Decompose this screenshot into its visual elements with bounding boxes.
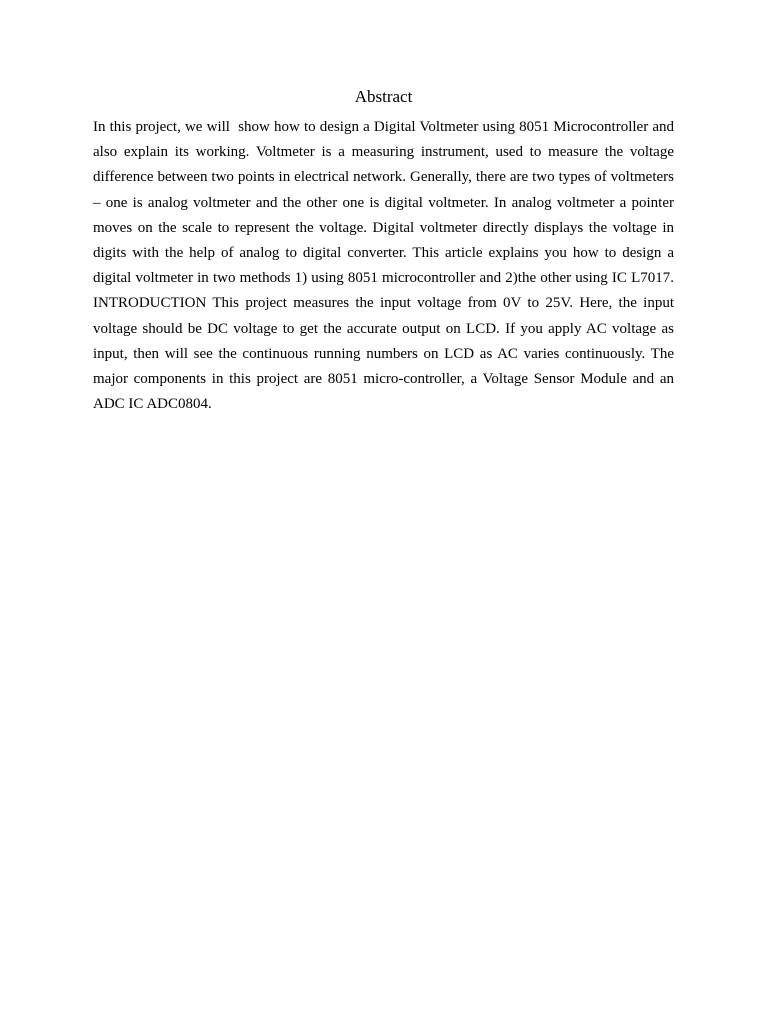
- abstract-paragraph: In this project, we will show how to design a Digital Voltmeter using 8051 Microcontroller and also explain its working. Voltmeter is a measuring instrument, used to measure the voltage difference between two points in electrical network. Generally, there are two types of voltmeters – one is analog voltmeter and the other one is digital voltmeter. In analog voltmeter a pointer moves on the scale to represent the voltage. Digital voltmeter directly displays the voltage in digits with the help of analog to digital converter. This article explains you how to design a digital voltmeter in two methods 1) using 8051 microcontroller and 2)the other using IC L7017. INTRODUCTION This project measures the input voltage from 0V to 25V. Here, the input voltage should be DC voltage to get the accurate output on LCD. If you apply AC voltage as input, then will see the continuous running numbers on LCD as AC varies continuously. The major components in this project are 8051 micro-controller, a Voltage Sensor Module and an ADC IC ADC0804.: [93, 119, 678, 413]
- abstract-heading: Abstract: [354, 87, 413, 106]
- document-page: [93, 86, 678, 417]
